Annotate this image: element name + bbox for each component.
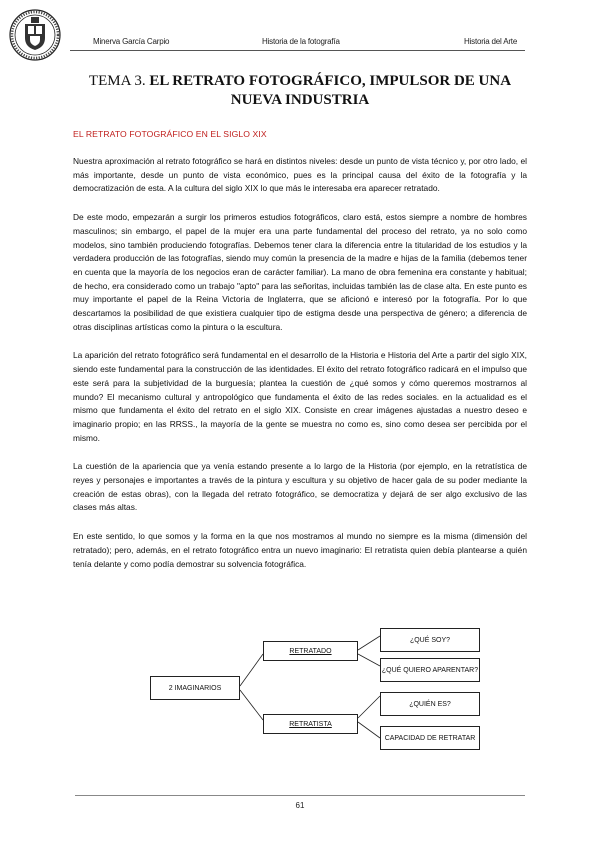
paragraph: La cuestión de la apariencia que ya venía estando presente a lo largo de la Historia (por ejemplo, en la retratística de reyes y personajes e importantes a través de la pintura y escultura y su objetivo de hacer gala de su poder mediante la creación de estas obras), con la llegada del retrato fotográfico, se democratiza y dejará de ser algo exclusivo de las clases más altas.	[73, 461, 527, 513]
diagram-branch-retratista	[263, 714, 358, 734]
diagram-branch-retratado-label: RETRATADO	[289, 647, 332, 655]
diagram-leaf	[380, 628, 480, 652]
footer-divider	[75, 795, 525, 796]
page-title	[75, 72, 525, 110]
diagram-branch-retratado	[263, 641, 358, 661]
title-text: EL RETRATO FOTOGRÁFICO, IMPULSOR DE UNA NUEVA INDUSTRIA	[149, 73, 512, 108]
diagram-root-label: 2 IMAGINARIOS	[168, 684, 222, 692]
header-course: Historia del Arte	[464, 37, 518, 46]
diagram-branch-retratista-label: RETRATISTA	[289, 720, 332, 728]
paragraph: Nuestra aproximación al retrato fotográfico se hará en distintos niveles: desde un punto de vista técnico y, por otro lado, el más importante, desde un punto de vista económico, pues es la principal causa del éxito de la fotografía y la democratización de esta. A la cultura del siglo XIX lo que más le interesaba era aparecer retratado.	[73, 156, 527, 194]
paragraph: De este modo, empezarán a surgir los primeros estudios fotográficos, claro está, estos siempre a nombre de hombres masculinos; sin embargo, el papel de la mujer era una parte fundamental del proceso del retrato, ya no solo como modelos, sino también produciendo fotografías. Debemos tener clara la diferencia entre la titularidad de los estudios y la verdadera producción de las fotografías, siendo muy común la presencia de la madre e hijas de la familia (debemos tener en cuenta que la mayoría de los negocios eran de carácter familiar). La mano de obra femenina era constante y habitual; de hecho, era considerado como un trabajo "apto" para las señoritas, incluidas también las de clase alta. En este punto es muy importante el papel de la Reina Victoria de Inglaterra, que se aficionó e interesó por la fotografía. Por lo que descartamos la posibilidad de que existiera cualquier tipo de estigma desde una perspectiva de género; a diferencia de otras disciplinas artísticas como la pintura o la escultura.	[73, 212, 527, 332]
page-number: 61	[295, 801, 305, 810]
body-text	[73, 155, 527, 586]
diagram-leaf	[380, 692, 480, 716]
section-heading: EL RETRATO FOTOGRÁFICO EN EL SIGLO XIX	[73, 129, 267, 139]
header-author: Minerva García Carpio	[93, 37, 170, 46]
diagram-leaf	[380, 658, 480, 682]
diagram-root	[150, 676, 240, 700]
imaginarios-diagram	[140, 628, 500, 753]
diagram-leaf-label: ¿QUIÉN ES?	[409, 700, 451, 708]
diagram-leaf-label: CAPACIDAD DE RETRATAR	[384, 734, 476, 742]
header-divider	[70, 50, 525, 51]
header-subject: Historia de la fotografía	[262, 37, 340, 46]
title-number: TEMA 3.	[88, 73, 146, 89]
page-header	[0, 0, 600, 80]
paragraph: La aparición del retrato fotográfico será fundamental en el desarrollo de la Historia e Historia del Arte a partir del siglo XIX, siendo este fundamental para la construcción de las identidades. El éxito del retrato fotográfico radicará en el impulso que este será para la subjetividad de la burguesía; plantea la cuestión de ¿qué somos y cómo queremos mostrarnos al mundo? El mecanismo cultural y antropológico que fundamenta el éxito de las redes sociales. en la actualidad es el mismo que fundamenta el éxito del retrato en el siglo XIX. Consiste en crear imágenes ajustadas a nuestro deseo e imaginario propio; en las RRSS., la mayoría de la gente se muestra no como es, sino como desea ser percibida por el mismo.	[73, 350, 527, 443]
diagram-leaf-label: ¿QUÉ QUIERO APARENTAR?	[381, 666, 479, 674]
paragraph: En este sentido, lo que somos y la forma en la que nos mostramos al mundo no siempre es la misma (dimensión del retratado); pero, además, en el retrato fotográfico entra un nuevo imaginario: El retratista quien debía plantearse a quién tenía delante y como podía demostrar su solvencia fotográfica.	[73, 531, 527, 569]
diagram-leaf	[380, 726, 480, 750]
university-seal-icon	[9, 9, 61, 61]
diagram-leaf-label: ¿QUÉ SOY?	[409, 636, 451, 644]
